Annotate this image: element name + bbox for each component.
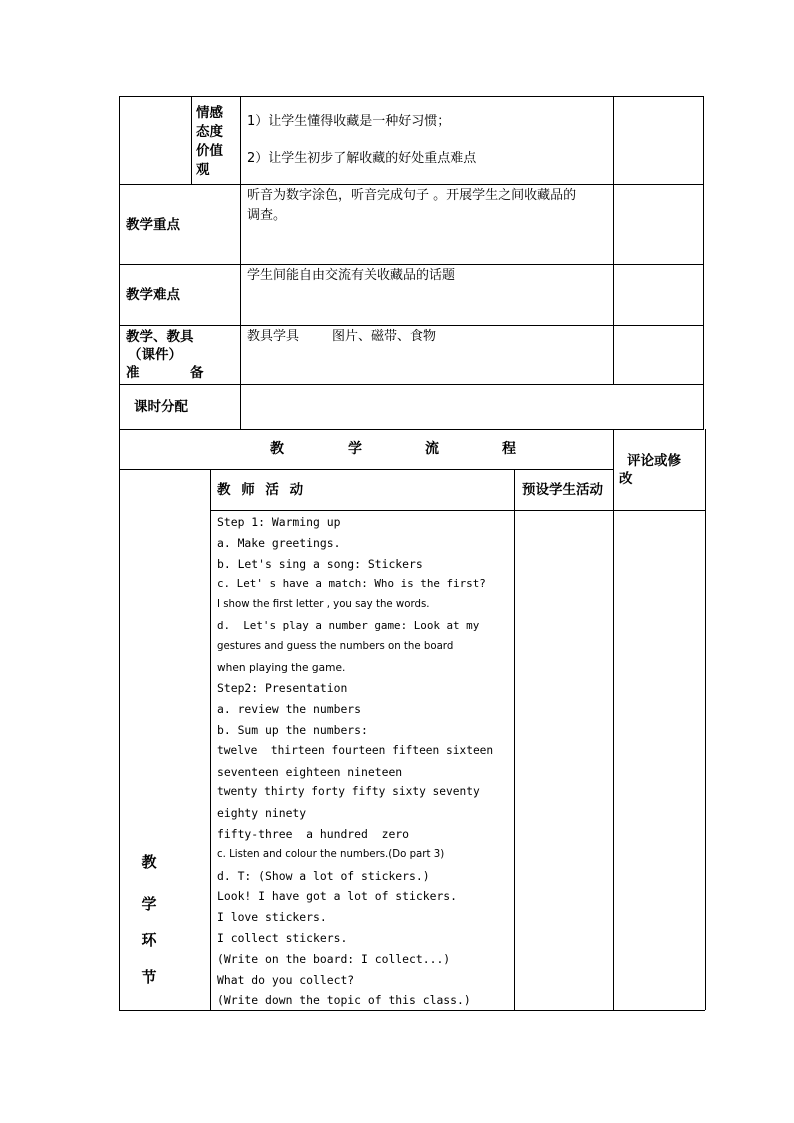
teacher-activity-line: d. Let's play a number game: Look at my bbox=[217, 618, 480, 632]
stage-label-char: 节 bbox=[141, 968, 157, 986]
row-divider bbox=[119, 264, 704, 265]
teacher-activity-line: a. Make greetings. bbox=[217, 535, 341, 550]
teacher-activity-line: seventeen eighteen nineteen bbox=[217, 764, 403, 779]
teacher-activity-line: Step2: Presentation bbox=[217, 681, 348, 696]
teacher-activity-line: c. Let' s have a match: Who is the first? bbox=[217, 577, 486, 591]
teacher-activity-line: twenty thirty forty fifty sixty seventy bbox=[217, 785, 480, 799]
flow-col-divider bbox=[210, 469, 211, 1010]
teacher-activity-line: What do you collect? bbox=[217, 972, 355, 987]
prep-content-aids: 教具学具 bbox=[247, 329, 300, 344]
teacher-activity-line: b. Let's sing a song: Stickers bbox=[217, 556, 423, 571]
flow-col-divider bbox=[613, 429, 614, 1010]
row-divider bbox=[119, 325, 704, 326]
teacher-activity-line: a. review the numbers bbox=[217, 702, 362, 717]
time-label: 课时分配 bbox=[134, 399, 188, 415]
comment-header-line: 评论或修 bbox=[627, 453, 681, 469]
comment-header-line: 改 bbox=[619, 471, 633, 487]
teacher-activity-line: when playing the game. bbox=[217, 661, 346, 674]
teacher-activity-line: d. T: (Show a lot of stickers.) bbox=[217, 868, 430, 883]
teacher-activity-line: Look! I have got a lot of stickers. bbox=[217, 889, 458, 904]
prep-label-line-3 bbox=[126, 364, 238, 382]
teacher-activity-line: c. Listen and colour the numbers.(Do part 3) bbox=[217, 848, 445, 860]
teacher-activity-line: fifty-three a hundred zero bbox=[217, 826, 410, 841]
prep-content-materials: 图片、磁带、食物 bbox=[332, 329, 437, 344]
difficulties-content: 学生间能自由交流有关收藏品的话题 bbox=[247, 268, 456, 283]
difficulties-label: 教学难点 bbox=[126, 287, 180, 303]
emotion-label-line: 态度 bbox=[196, 124, 223, 140]
prep-label-line: 教学、教具 bbox=[126, 329, 194, 345]
emotion-label-line: 情感 bbox=[196, 105, 223, 121]
teacher-activity-line: I show the first letter , you say the words. bbox=[217, 599, 430, 611]
emotion-item-1: 1）让学生懂得收藏是一种好习惯； bbox=[247, 114, 451, 129]
flow-title-char: 学 bbox=[348, 441, 362, 457]
teacher-activity-line: twelve thirteen fourteen fifteen sixteen bbox=[217, 743, 494, 757]
table-border-left bbox=[119, 96, 120, 429]
teacher-activity-line: I love stickers. bbox=[217, 910, 327, 925]
table-border-top bbox=[119, 96, 704, 97]
emotion-label-line: 观 bbox=[196, 162, 210, 178]
row-divider bbox=[119, 429, 704, 430]
teacher-activity-line: (Write down the topic of this class.) bbox=[217, 993, 471, 1008]
flow-border-right bbox=[705, 429, 706, 1010]
teacher-activity-line: gestures and guess the numbers on the board bbox=[217, 640, 454, 652]
flow-title-char: 流 bbox=[425, 441, 439, 457]
row-divider bbox=[119, 384, 704, 385]
col-divider bbox=[191, 96, 192, 184]
teacher-activity-line: I collect stickers. bbox=[217, 930, 348, 945]
teacher-activity-line: b. Sum up the numbers: bbox=[217, 722, 368, 737]
student-activity-header: 预设学生活动 bbox=[522, 482, 603, 498]
stage-label-char: 环 bbox=[141, 931, 157, 949]
flow-col-divider bbox=[514, 469, 515, 1010]
emotion-label-line: 价值 bbox=[196, 143, 223, 159]
teacher-activity-line: eighty ninety bbox=[217, 806, 307, 821]
prep-label-line: （课件） bbox=[128, 347, 182, 363]
stage-label-char: 学 bbox=[141, 895, 157, 913]
col-divider bbox=[240, 96, 241, 429]
flow-divider bbox=[613, 510, 705, 511]
prep-label bbox=[126, 328, 238, 382]
stage-label-char: 教 bbox=[141, 853, 157, 871]
key-points-label: 教学重点 bbox=[126, 217, 180, 233]
flow-title-char: 教 bbox=[270, 441, 284, 457]
teacher-activity-content bbox=[217, 512, 512, 1011]
flow-border-left bbox=[119, 429, 120, 1010]
teacher-activity-line: (Write on the board: I collect...) bbox=[217, 951, 451, 966]
col-divider bbox=[613, 96, 614, 384]
comment-header bbox=[619, 452, 703, 488]
emotion-item-2: 2）让学生初步了解收藏的好处重点难点 bbox=[247, 151, 477, 166]
flow-title-char: 程 bbox=[502, 441, 516, 457]
table-border-right bbox=[703, 96, 704, 429]
flow-divider bbox=[210, 510, 613, 511]
teacher-activity-header: 教 师 活 动 bbox=[217, 482, 304, 498]
prep-label-char: 准 bbox=[126, 365, 140, 381]
key-points-content bbox=[247, 186, 611, 226]
emotion-label bbox=[196, 104, 236, 180]
row-divider bbox=[119, 184, 704, 185]
flow-divider bbox=[119, 469, 613, 470]
key-points-line: 听音为数字涂色，听音完成句子 。开展学生之间收藏品的 bbox=[247, 188, 577, 203]
prep-label-char: 备 bbox=[190, 365, 204, 381]
teacher-activity-line: Step 1: Warming up bbox=[217, 515, 341, 529]
key-points-line: 调查。 bbox=[247, 208, 287, 223]
